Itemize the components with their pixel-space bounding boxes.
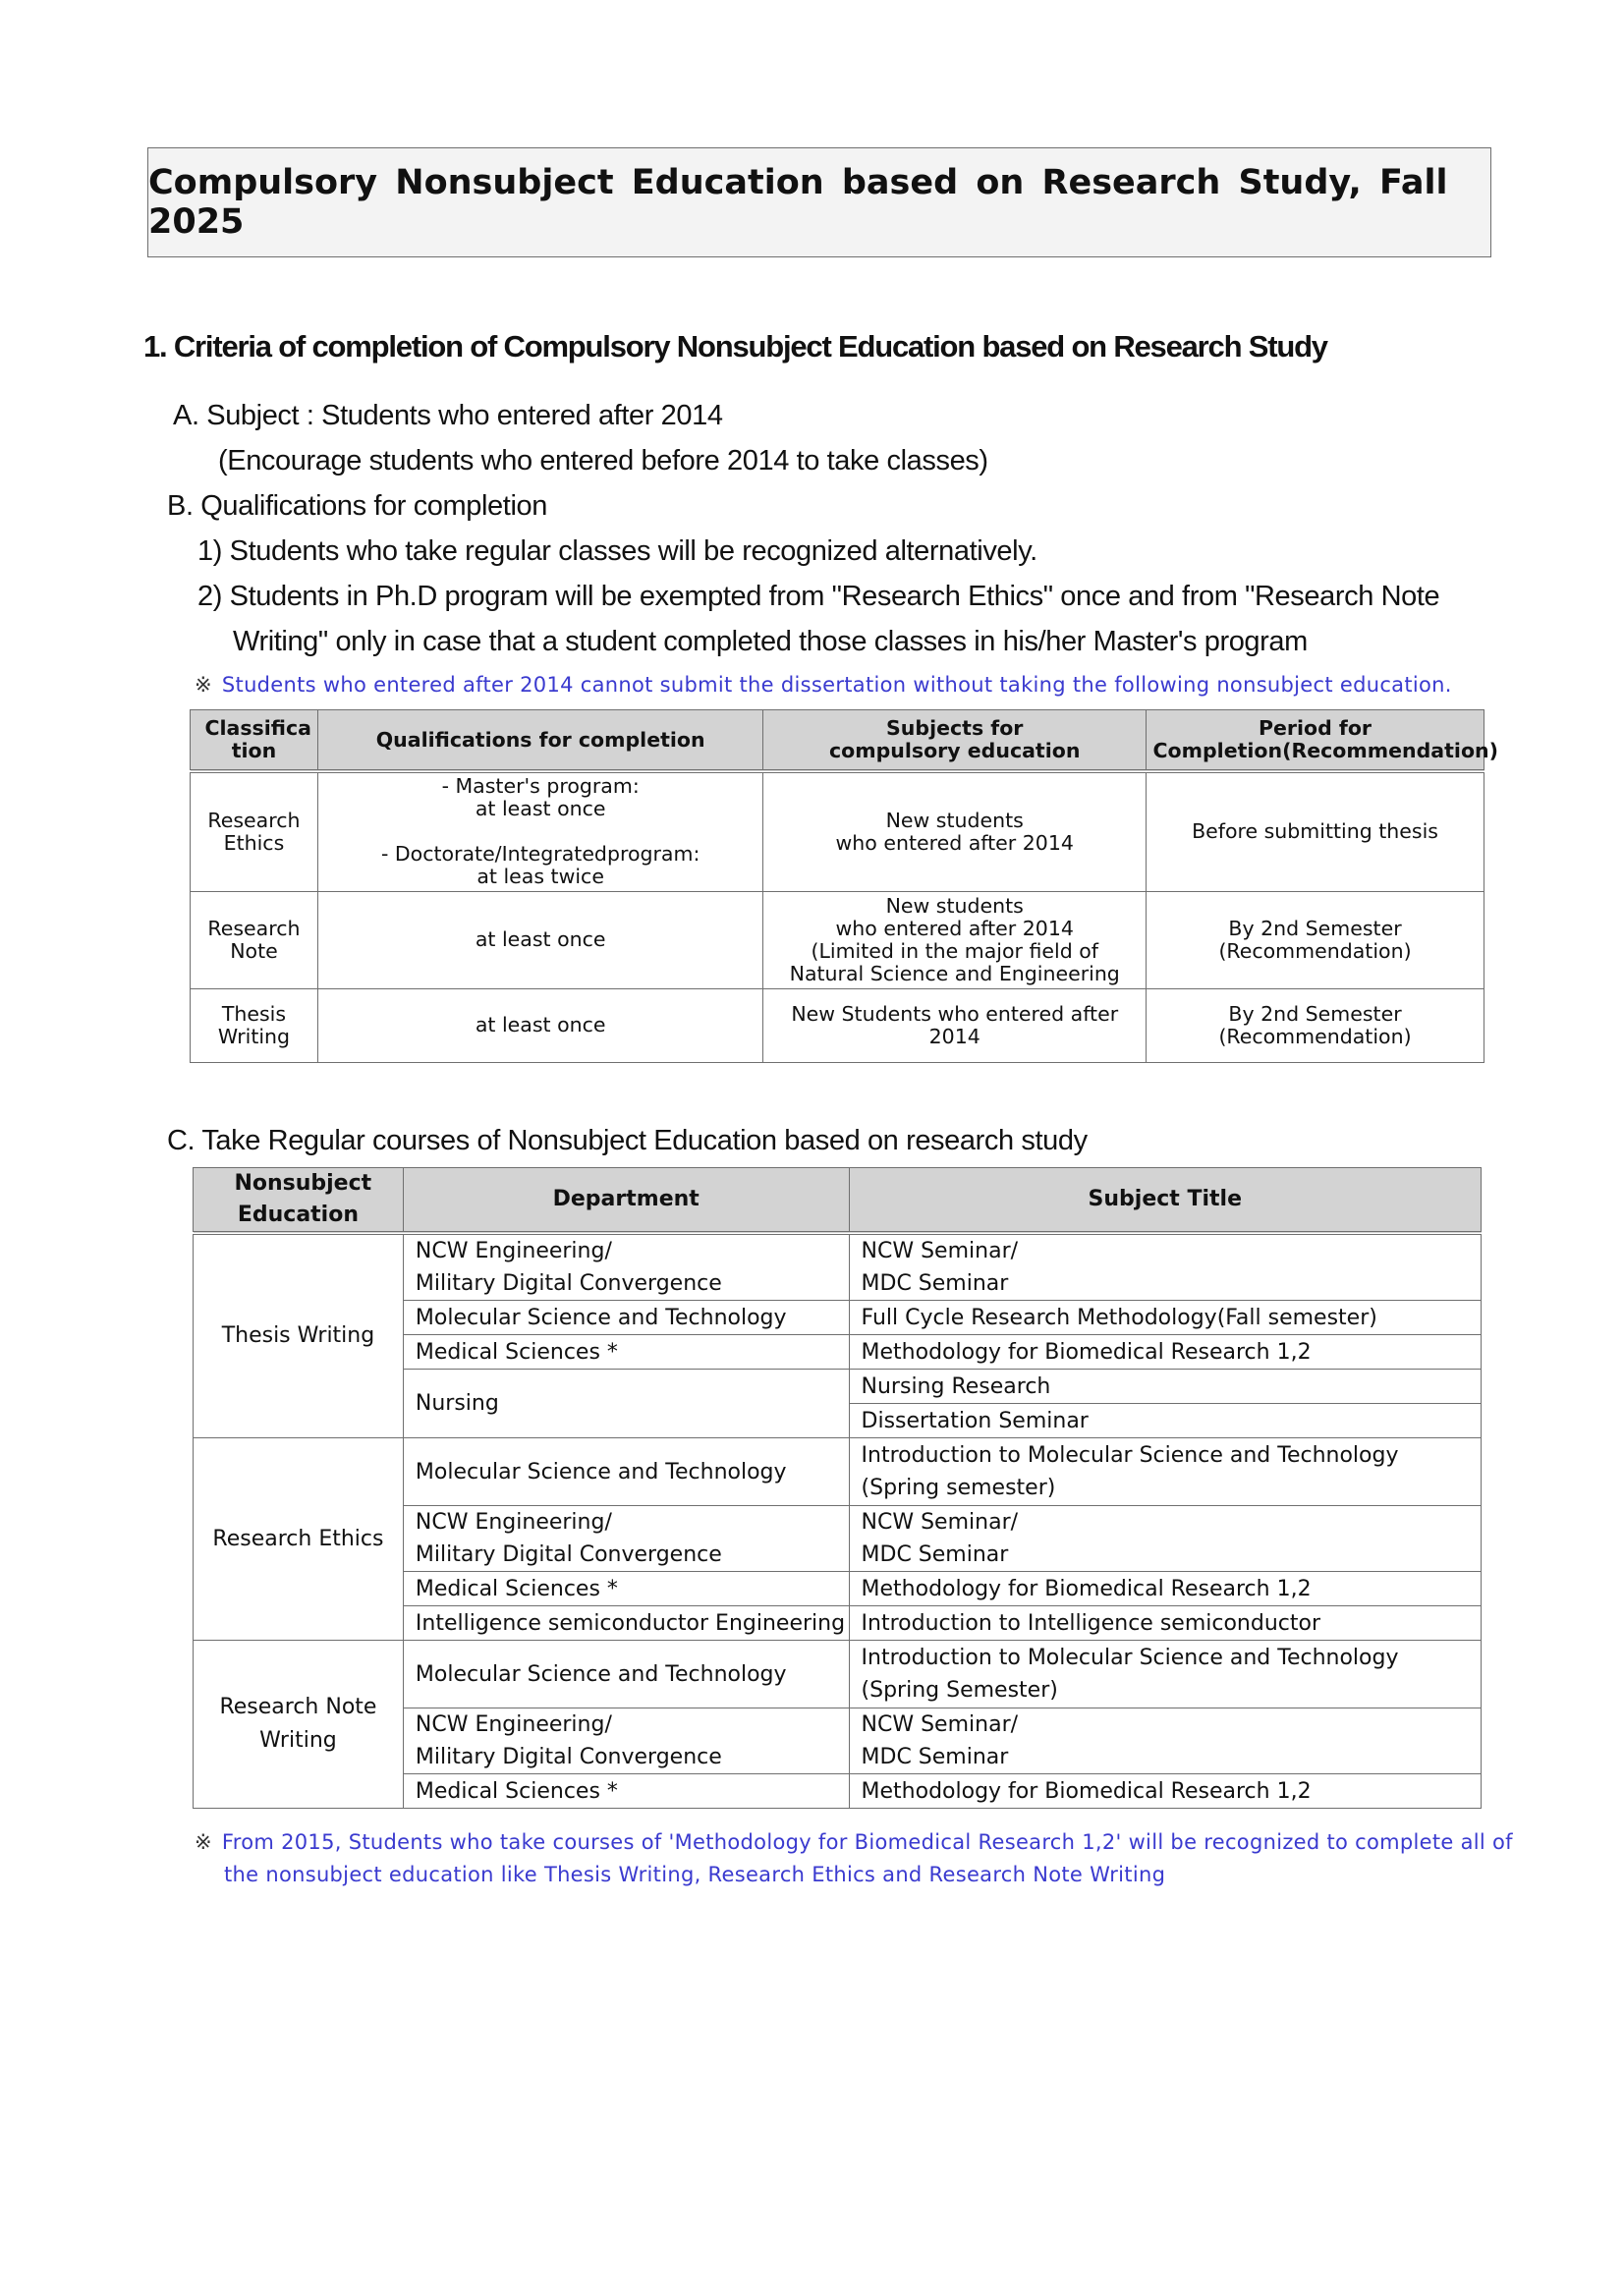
header-department: Department (403, 1168, 849, 1234)
table-row (191, 891, 1484, 988)
subject-title-cell: Methodology for Biomedical Research 1,2 (849, 1335, 1481, 1370)
subject-title-cell: NCW Seminar/ MDC Seminar (849, 1708, 1481, 1774)
section1-heading: 1. Criteria of completion of Compulsory Nonsubject Education based on Research Study (143, 329, 1327, 364)
header-nonsubject-education: Nonsubject Education (194, 1168, 404, 1234)
department-cell: NCW Engineering/ Military Digital Convergence (403, 1506, 849, 1572)
subject-cell: New students who entered after 2014 (Limited in the major field of Natural Science and Engineering (763, 891, 1147, 988)
department-cell: Molecular Science and Technology (403, 1438, 849, 1506)
subject-title-cell: Introduction to Molecular Science and Technology (Spring Semester) (849, 1641, 1481, 1708)
department-cell: Nursing (403, 1370, 849, 1438)
page-title: Compulsory Nonsubject Education based on Research Study, Fall 2025 (148, 163, 1448, 242)
subject-cell: New students who entered after 2014 (763, 771, 1147, 891)
subject-cell: New Students who entered after 2014 (763, 988, 1147, 1062)
table-row (191, 988, 1484, 1062)
category-thesis-writing: Thesis Writing (194, 1233, 404, 1438)
department-cell: Molecular Science and Technology (403, 1641, 849, 1708)
title-box (147, 147, 1491, 257)
note-biomedical-line2: the nonsubject education like Thesis Writing, Research Ethics and Research Note Writing (224, 1863, 1166, 1886)
subject-encourage-line: (Encourage students who entered before 2014 to take classes) (218, 445, 988, 476)
subject-title-cell: Nursing Research (849, 1370, 1481, 1404)
header-subject-title: Subject Title (849, 1168, 1481, 1234)
note-dissertation-text: Students who entered after 2014 cannot submit the dissertation without taking the following nonsubject education. (221, 673, 1452, 697)
category-research-ethics: Research Ethics (194, 1438, 404, 1641)
qualification-cell: - Master's program: at least once - Doctorate/Integratedprogram: at leas twice (317, 771, 763, 891)
subject-title-cell: Introduction to Intelligence semiconductor (849, 1606, 1481, 1641)
department-cell: Medical Sciences * (403, 1774, 849, 1809)
category-research-note-writing: Research Note Writing (194, 1641, 404, 1809)
header-subjects: Subjects for compulsory education (763, 710, 1147, 772)
completion-criteria-table (190, 709, 1498, 1063)
reference-mark-icon: ※ (195, 1830, 212, 1854)
subject-line: A. Subject : Students who entered after 2014 (173, 400, 723, 431)
table-header-row (191, 710, 1484, 772)
period-cell: By 2nd Semester (Recommendation) (1147, 891, 1484, 988)
reference-mark-icon: ※ (195, 673, 212, 697)
qualifications-heading: B. Qualifications for completion (167, 490, 547, 522)
qualification-item-2: 2) Students in Ph.D program will be exempted from "Research Ethics" once and from "Research Note (197, 581, 1440, 612)
subject-title-cell: Introduction to Molecular Science and Technology (Spring semester) (849, 1438, 1481, 1506)
department-cell: Medical Sciences * (403, 1335, 849, 1370)
subject-title-cell: NCW Seminar/ MDC Seminar (849, 1506, 1481, 1572)
subject-title-cell: Full Cycle Research Methodology(Fall semester) (849, 1301, 1481, 1335)
department-cell: Medical Sciences * (403, 1572, 849, 1606)
department-cell: Molecular Science and Technology (403, 1301, 849, 1335)
header-qualifications: Qualifications for completion (317, 710, 763, 772)
department-cell: NCW Engineering/ Military Digital Convergence (403, 1708, 849, 1774)
subject-title-cell: NCW Seminar/ MDC Seminar (849, 1233, 1481, 1301)
subject-title-cell: Methodology for Biomedical Research 1,2 (849, 1572, 1481, 1606)
table-row (194, 1438, 1482, 1506)
subject-title-cell: Dissertation Seminar (849, 1404, 1481, 1438)
department-cell: NCW Engineering/ Military Digital Convergence (403, 1233, 849, 1301)
period-cell: Before submitting thesis (1147, 771, 1484, 891)
regular-courses-table (193, 1167, 1482, 1809)
qualification-cell: at least once (317, 988, 763, 1062)
classification-cell: Research Ethics (191, 771, 318, 891)
table-row (194, 1233, 1482, 1301)
qualification-cell: at least once (317, 891, 763, 988)
table-row (191, 771, 1484, 891)
classification-cell: Thesis Writing (191, 988, 318, 1062)
qualification-item-2-cont: Writing" only in case that a student completed those classes in his/her Master's program (233, 626, 1308, 657)
header-classification: Classifica tion (191, 710, 318, 772)
qualification-item-1: 1) Students who take regular classes will be recognized alternatively. (197, 535, 1037, 567)
department-cell: Intelligence semiconductor Engineering (403, 1606, 849, 1641)
note-biomedical-line1: From 2015, Students who take courses of 'Methodology for Biomedical Research 1,2' will be recognized to complete all of (221, 1830, 1513, 1854)
subject-title-cell: Methodology for Biomedical Research 1,2 (849, 1774, 1481, 1809)
header-period: Period for Completion(Recommendation) (1147, 710, 1484, 772)
table-row (194, 1641, 1482, 1708)
classification-cell: Research Note (191, 891, 318, 988)
period-cell: By 2nd Semester (Recommendation) (1147, 988, 1484, 1062)
regular-courses-heading: C. Take Regular courses of Nonsubject Education based on research study (167, 1125, 1088, 1156)
note-biomedical (195, 1830, 1513, 1854)
note-dissertation (195, 673, 1452, 697)
table-header-row (194, 1168, 1482, 1234)
